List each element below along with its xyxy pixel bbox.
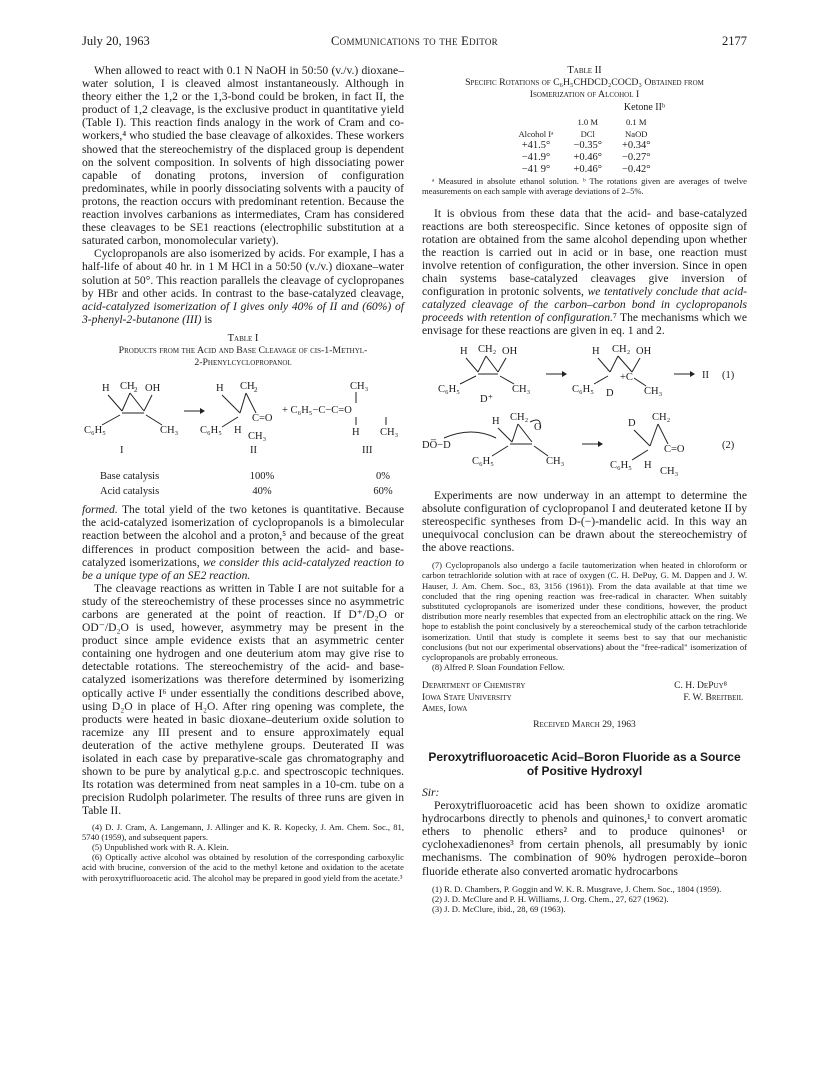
- svg-text:2: 2: [134, 385, 138, 394]
- salutation: Sir:: [422, 785, 440, 799]
- svg-text:H: H: [102, 382, 110, 394]
- table2-rotations: [508, 116, 660, 176]
- svg-text:C₆H₅: C₆H₅: [84, 424, 106, 436]
- svg-text:CH₃: CH₃: [644, 385, 663, 397]
- footnote-7: (7) Cyclopropanols also undergo a facile tautomerization when heated in chloroform or carbon tetrachloride solution with at race of oxygen (C. H. DePuy, G. M. Dappen and J. W. Hauser, J. Am. Chem. Soc., 83, 3156 (1961)). From the data available at that time we concluded that the ring opening reaction was free-radical in character. When suitably substituted cyclopropanols are isomerized under these conditions, however, the product distribution more nearly resembles that expected from an electrophilic attack on the ring. We hope to establish the point conclusively by a stereochemical study of the carbon tetrachloride isomerization. Until that study is complete it seems best to say that our mechanistic conclusions (but not our experimental observations) about the "free-radical" isomerization of cyclopropanols are probably erroneous.: [422, 560, 747, 662]
- running-header: [82, 34, 747, 50]
- svg-text:C₆H₅: C₆H₅: [200, 424, 222, 436]
- article-title: Peroxytrifluoroacetic Acid–Boron Fluoride as a Source of Positive Hydroxyl: [428, 749, 741, 778]
- received-date: Received March 29, 1963: [533, 718, 636, 730]
- table-row: −41.9° +0.46° −0.27°: [521, 152, 651, 164]
- table2-footnote: ᵃ Measured in absolute ethanol solution. ᵇ The rotations given are averages of twelve measurements on each sample with average deviations of 2–5%.: [422, 176, 747, 197]
- svg-text:CH₃: CH₃: [660, 465, 679, 477]
- svg-text:CH₃: CH₃: [380, 426, 399, 438]
- svg-text:CH: CH: [240, 380, 255, 392]
- footnote-4: (4) D. J. Cram, A. Langemann, J. Allinger and K. R. Kopecky, J. Am. Chem. Soc., 81, 5740 (1959), and subsequent papers.: [82, 821, 404, 842]
- svg-text:II: II: [702, 369, 709, 381]
- right-column: [422, 64, 747, 914]
- equation-number-1: (1): [722, 369, 735, 381]
- paragraph-acid-isomerization: Cyclopropanols are also isomerized by acids. For example, I has a half-life of about 40 hr. in 1 M HCl in a 50:50 (v./v.) dioxane–water solution at 50°. This reaction parallels the cleavage of cyclopropanes by HBr and other acids. In contrast to the base-catalyzed cleavage, acid-catalyzed isomerization of I gives only 40% of II and (60%) of 3-phenyl-2-butanone (III) is: [82, 247, 404, 326]
- table-row: Base catalysis 100% 0%: [100, 471, 390, 483]
- svg-text:H: H: [352, 426, 360, 438]
- paragraph-base-cleavage: When allowed to react with 0.1 N NaOH in 50:50 (v./v.) dioxane–water solution, I is cleaved almost instantaneously. Although in theory either the 1,2 or the 1,3-bond could be broken, in fact II, the product of 1,2 cleavage, is the exclusive product in quantitative yield (Table I). This reaction finds analogy in the work of Cram and co-workers,⁴ who studied the base cleavage of alkoxides. These workers showed that the stereochemistry of the displaced group is dependent on the solvent composition. In solvents of high dissociating power capable of donating protons, inversion of configuration predominates, while in poorly dissociating solvents with a paucity of protons, the reaction occurs with predominant retention. Because the reaction involves carbanions as intermediates, Cram has considered these cleavages to be SE1 reactions (electrophilic substitution at a saturated carbon, monomolecular variety).: [82, 64, 404, 248]
- svg-text:CH₂: CH₂: [510, 411, 529, 423]
- header-page-number: 2177: [722, 34, 747, 48]
- ref-footnote-3: (3) J. D. McClure, ibid., 28, 69 (1963).: [432, 904, 566, 915]
- ref-footnote-1: (1) R. D. Chambers, P. Goggin and W. K. R. Musgrave, J. Chem. Soc., 1804 (1959).: [432, 883, 722, 894]
- svg-text:D: D: [606, 387, 614, 399]
- university: Iowa State University: [422, 691, 512, 703]
- table-header-row: Alcohol Iᵃ DCl NaOD: [518, 129, 648, 140]
- table1-yields: [82, 468, 404, 500]
- svg-text:H: H: [460, 345, 468, 357]
- footnote-6: (6) Optically active alcohol was obtained by resolution of the corresponding carboxylic acid with brucine, conversion of the acid to the methyl ketone and oxidation to the acetate with peroxytrifluoroacetic acid. The alcohol may be prepared in good yield from the acetate.³: [82, 852, 404, 883]
- svg-text:H: H: [592, 345, 600, 357]
- svg-text:C₆H₅: C₆H₅: [472, 455, 494, 467]
- table1-title: Products from the Acid and Base Cleavage of cis-1-Methyl- 2-Phenylcyclopropanol: [118, 344, 368, 368]
- table2-title: Specific Rotations of C₆H₅CHDCD₂COCD₃ Obtained from Isomerization of Alcohol I: [465, 77, 704, 101]
- svg-text:H: H: [234, 424, 242, 436]
- department: Department of Chemistry: [422, 680, 526, 692]
- table-header-row: 1.0 M 0.1 M: [577, 117, 647, 128]
- svg-text:C₆H₅: C₆H₅: [610, 459, 632, 471]
- header-section: Communications to the Editor: [331, 34, 498, 48]
- svg-text:H: H: [492, 415, 500, 427]
- footnote-5: (5) Unpublished work with R. A. Klein.: [92, 841, 229, 852]
- compound-label-III: III: [362, 444, 373, 456]
- svg-text:2: 2: [254, 385, 258, 394]
- ketone-header: Ketone IIᵇ: [623, 102, 666, 114]
- ref-footnote-2: (2) J. D. McClure and P. H. Williams, J. Org. Chem., 27, 627 (1962).: [432, 893, 669, 904]
- svg-text:H: H: [216, 382, 224, 394]
- table1-structures: [82, 369, 404, 461]
- equation-number-2: (2): [722, 439, 735, 451]
- paragraph-total-yield: formed. The total yield of the two ketones is quantitative. Because the acid-catalyzed isomerization of cyclopropanols is a bimolecular reaction between the alcohol and a proton,⁵ and because of the great differences in product composition between the acid- and base-catalyzed isomerizations, we consider this acid-catalyzed reaction to be a unique type of an SE2 reaction.: [82, 503, 404, 582]
- svg-text:CH: CH: [120, 380, 135, 392]
- svg-text:D: D: [628, 417, 636, 429]
- compound-label-II: II: [250, 444, 257, 456]
- svg-text:CH₃: CH₃: [248, 430, 267, 442]
- svg-text:CH₂: CH₂: [478, 343, 497, 355]
- svg-text:C₆H₅: C₆H₅: [572, 383, 594, 395]
- svg-text:C₆H₅: C₆H₅: [438, 383, 460, 395]
- svg-text:CH₂: CH₂: [612, 343, 631, 355]
- table1-caption: Table I: [227, 332, 259, 344]
- svg-text:CH₃: CH₃: [350, 380, 369, 392]
- table-row: Acid catalysis 40% 60%: [100, 486, 393, 498]
- svg-text:OH: OH: [145, 382, 161, 394]
- left-column: [82, 64, 404, 883]
- footnote-8: (8) Alfred P. Sloan Foundation Fellow.: [432, 662, 565, 673]
- header-date: July 20, 1963: [82, 34, 150, 48]
- svg-text:CH₃: CH₃: [512, 383, 531, 395]
- paragraph-stereochemistry: The cleavage reactions as written in Table I are not suitable for a study of the stereochemistry of these processes since no asymmetric carbons are generated at the point of reaction. If D⁺/D₂O or OD⁻/D₂O is used, however, asymmetry may be present in the product since ample evidence exists that an asymmetric center containing one hydrogen and one deuterium atom may give rise to detectable rotations. The stereochemistry of the acid- and base-catalyzed isomerizations was therefore determined by isomerizing optically active I⁶ under essentially the conditions described above, using D₂O in place of H₂O. After ring opening was complete, the products were heated in basic dioxane–deuterium oxide solution to racemize any III present and to ensure approximately equal deuteration of the active methylene groups. Deuterated II was isolated in each case by preparative-scale gas chromatography and shown to be pure by analytical g.p.c. and spectroscopic techniques. Its rotation was determined from neat samples in a 10-cm. tube on a precision Rudolph polarimeter. The results of three runs are given in Table II.: [82, 581, 404, 818]
- svg-text:+C: +C: [620, 371, 633, 383]
- paragraph-stereospecific: It is obvious from these data that the acid- and base-catalyzed reactions are both stereospecific. Since ketones of opposite sign of rotation are obtained from the same alcohol depending upon whether the reaction is carried out in acid or in base, one reaction must involve retention of configuration, the other inversion. Since in open chain systems base-catalyzed cleavages give inversion of configuration in protonic solvents, we tentatively conclude that acid-catalyzed cleavage of the carbon–carbon bond in cyclopropanols proceeds with retention of configuration.⁷ The mechanisms which we envisage for these reactions are given in eq. 1 and 2.: [422, 206, 747, 338]
- svg-text:DO̅−D: DO̅−D: [422, 439, 451, 451]
- author-2: F. W. Breitbeil: [683, 691, 743, 703]
- svg-text:CH₃: CH₃: [546, 455, 565, 467]
- svg-text:D⁺: D⁺: [480, 393, 494, 405]
- table-row: +41.5° −0.35° +0.34°: [521, 140, 651, 152]
- svg-text:H: H: [644, 459, 652, 471]
- svg-text:C=O: C=O: [664, 443, 685, 455]
- svg-text:CH₂: CH₂: [652, 411, 671, 423]
- author-block: [422, 680, 747, 730]
- svg-text:OH: OH: [636, 345, 652, 357]
- table2-caption: Table II: [567, 65, 602, 76]
- svg-text:C=O: C=O: [252, 412, 273, 424]
- compound-label-I: I: [120, 444, 124, 456]
- svg-text:OH: OH: [502, 345, 518, 357]
- paragraph-peroxy: Peroxytrifluoroacetic acid has been shown to oxidize aromatic hydrocarbons directly to phenols and quinones,¹ to convert aromatic ethers to phenolic ethers² and to produce quinones¹ or cyclohexadienones³ from certain phenols, all presumably by ionic mechanisms. The combination of 90% hydrogen peroxide–boron fluoride etherate also converted aromatic hydrocarbons: [422, 799, 747, 878]
- table-row: −41 9° +0.46° −0.42°: [521, 164, 651, 176]
- paragraph-experiments: Experiments are now underway in an attempt to determine the absolute configuration of cyclopropanol I and deuterated ketone II by stereospecific syntheses from D-(−)-mandelic acid. In this way an unequivocal conclusion can be drawn about the stereochemistry of the above reactions.: [422, 488, 747, 554]
- mechanism-equations: [422, 338, 747, 486]
- author-1: C. H. DePuy⁸: [674, 680, 727, 692]
- svg-text:CH₃: CH₃: [160, 424, 179, 436]
- svg-text:+ C₆H₅−C−C=O: + C₆H₅−C−C=O: [282, 404, 352, 416]
- city: Ames, Iowa: [422, 703, 468, 715]
- svg-text:O: O: [534, 421, 542, 433]
